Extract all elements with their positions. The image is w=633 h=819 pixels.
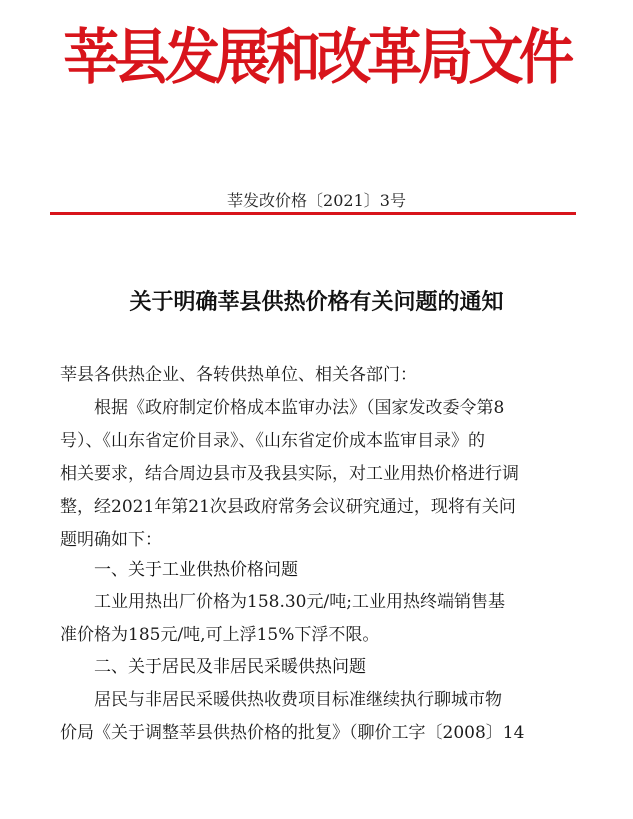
red-divider-line [50, 212, 576, 215]
paragraph-line: 根据《政府制定价格成本监审办法》（国家发改委令第8 [94, 398, 505, 418]
document-title: 关于明确莘县供热价格有关问题的通知 [129, 290, 504, 315]
paragraph-line: 整，经2021年第21次县政府常务会议研究通过，现将有关问 [60, 497, 516, 517]
document-masthead: 莘县发展和改革局文件 [63, 23, 570, 93]
paragraph-line: 准价格为185元/吨,可上浮15%下浮不限。 [60, 625, 380, 645]
section-heading-residential-heating: 二、关于居民及非居民采暖供热问题 [94, 657, 366, 677]
document-number: 莘发改价格〔2021〕3号 [227, 191, 406, 210]
paragraph-line: 工业用热出厂价格为158.30元/吨;工业用热终端销售基 [94, 592, 505, 612]
paragraph-line: 号）、《山东省定价目录》、《山东省定价成本监审目录》的 [60, 431, 485, 451]
addressee-line: 莘县各供热企业、各转供热单位、相关各部门： [60, 365, 417, 385]
section-heading-industrial-heating: 一、关于工业供热价格问题 [94, 560, 298, 580]
paragraph-line: 价局《关于调整莘县供热价格的批复》（聊价工字〔2008〕14 [60, 723, 525, 743]
paragraph-line: 相关要求，结合周边县市及我县实际，对工业用热价格进行调 [60, 464, 519, 484]
paragraph-line: 题明确如下： [60, 530, 162, 550]
paragraph-line: 居民与非居民采暖供热收费项目标准继续执行聊城市物 [94, 690, 502, 710]
